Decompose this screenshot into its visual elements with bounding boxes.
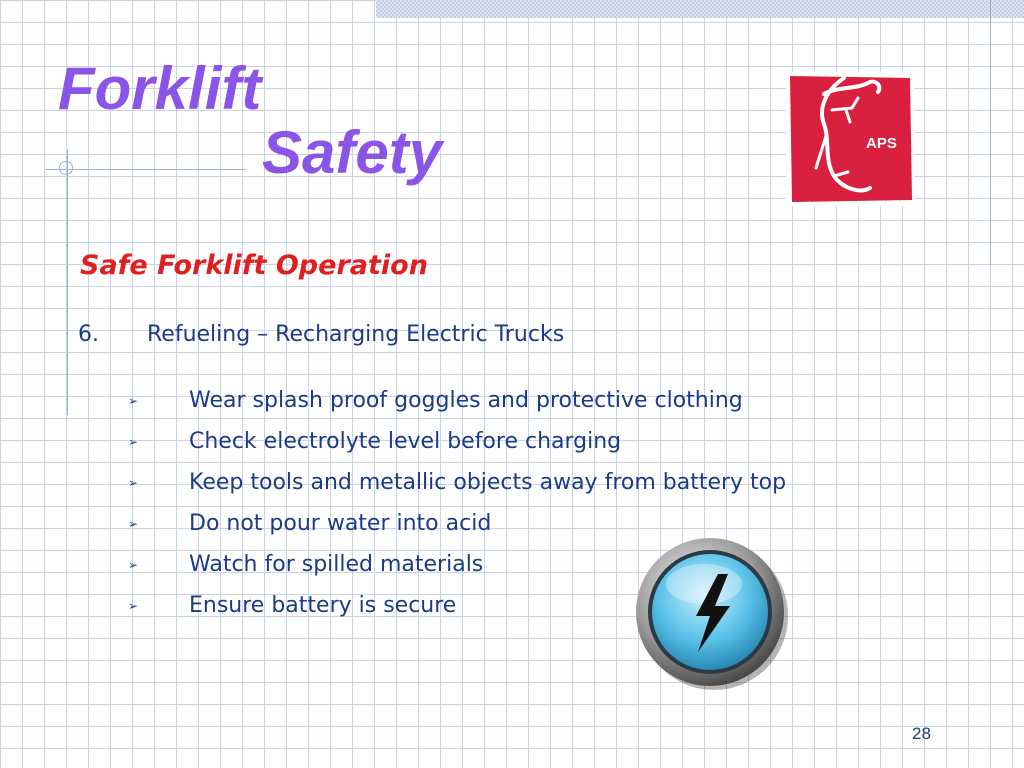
bullet-text: Wear splash proof goggles and protective clothing [189, 388, 743, 413]
decor-circle [59, 161, 73, 175]
arrow-bullet-icon: ➢ [128, 435, 139, 449]
arrow-bullet-icon: ➢ [128, 517, 139, 531]
item-text: Refueling – Recharging Electric Trucks [147, 322, 565, 347]
item-number: 6. [78, 322, 99, 347]
header-pattern-strip [376, 0, 1024, 18]
arrow-bullet-icon: ➢ [128, 558, 139, 572]
aps-logo-icon [786, 72, 914, 206]
bullet-text: Ensure battery is secure [189, 593, 457, 618]
decor-horizontal-line [46, 169, 246, 170]
decor-vertical-line-right [990, 0, 991, 265]
bullet-text: Keep tools and metallic objects away from battery top [189, 470, 787, 495]
bullet-text: Check electrolyte level before charging [189, 429, 622, 454]
bullet-text: Watch for spilled materials [189, 552, 484, 577]
slide-subtitle: Safe Forklift Operation [80, 250, 428, 281]
bullet-text: Do not pour water into acid [189, 511, 492, 536]
logo-text: APS [866, 135, 897, 152]
arrow-bullet-icon: ➢ [128, 599, 139, 613]
arrow-bullet-icon: ➢ [128, 476, 139, 490]
arrow-bullet-icon: ➢ [128, 394, 139, 408]
slide-title-line2: Safety [262, 119, 443, 186]
decor-vertical-line-left [67, 150, 68, 415]
slide-title-line1: Forklift [58, 55, 262, 122]
page-number: 28 [912, 724, 931, 743]
lightning-bolt-icon [634, 536, 790, 692]
